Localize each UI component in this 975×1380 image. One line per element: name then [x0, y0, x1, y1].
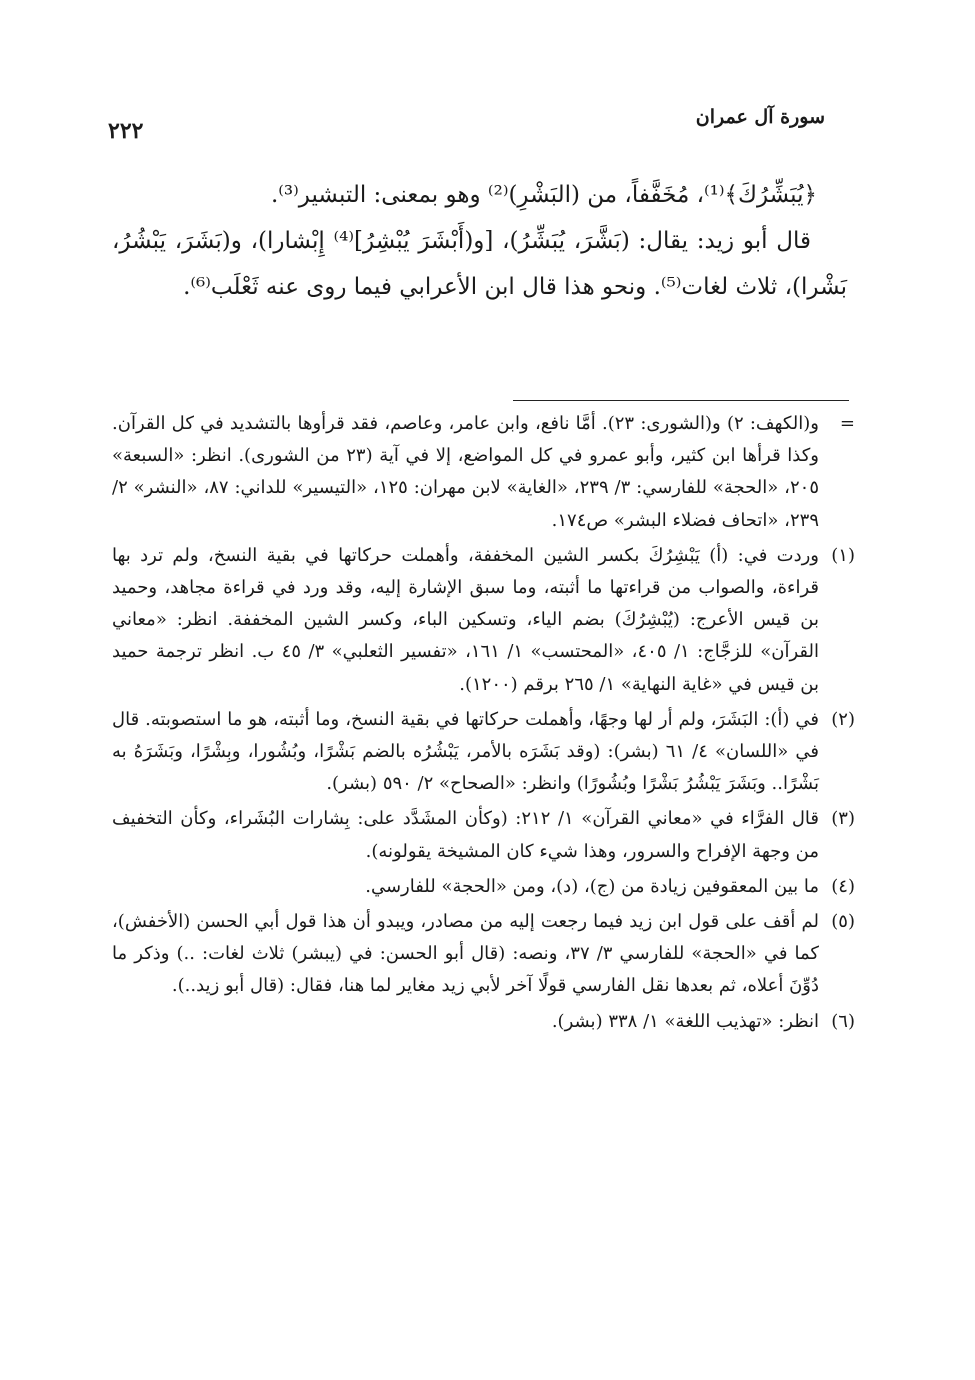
footnote-marker: (٥): [831, 911, 855, 933]
footnote-3: [112, 803, 855, 867]
footnote-marker: (٢): [831, 708, 855, 730]
footnote-text: و(الكهف: ٢) و(الشورى: ٢٣). أمَّا نافع، وابن عامر، وعاصم، فقد قرأوها بالتشديد في كل القرآن. وكذا قرأها ابن كثير، وأبو عمرو في كل المواضع، إلا في آية (٢٣ من الشورى). انظر: «السبعة» ٢٠٥، «الحجة» للفارسي: ٣/ ٢٣٩، «الغاية» لابن مهران: ١٢٥، «التيسير» للداني: ٨٧، «النشر» ٢/ ٢٣٩، «اتحاف فضلاء البشر» ص١٧٤.: [112, 413, 819, 531]
footnote-1: [112, 540, 855, 701]
footnote-text: وردت في: (أ) يَبْشِرُكَ بكسر الشين المخففة، وأهملت حركاتها في بقية النسخ، ولم ترد بها قراءة، والصواب من قراءتها ما أثبته، وما سبق الإشارة إليه، وقد ورد في قراءة مجاهد، وحميد بن قيس الأعرج: (يُبْشِرُكَ) بضم الياء، وتسكين الباء، وكسر الشين المخففة. انظر: «معاني القرآن» للزجَّاج: ١/ ٤٠٥، «المحتسب» ١/ ١٦١، «تفسير الثعلبي» ٣/ ٤٥ ب. انظر ترجمة حميد بن قيس في «غاية النهاية» ١/ ٢٦٥ برقم (١٢٠٠).: [112, 544, 820, 695]
running-title: سورة آل عمران: [695, 106, 825, 128]
footnote-text: انظر: «تهذيب اللغة» ١/ ٣٣٨ (بشر).: [551, 1010, 819, 1032]
main-paragraph: قال أبو زيد: يقال: (بَشَّرَ، يُبَشِّرُ)، [و(أَبْشَرَ يُبْشِرُ]⁽⁴⁾ إِبْشارا)، و(بَشَرَ، يَبْشُرُ، بَشْرا)، ثلاث لغات⁽⁵⁾. ونحو هذا قال ابن الأعرابي فيما روى عنه ثَعْلَب⁽⁶⁾.: [112, 228, 847, 300]
footnote-5: [112, 906, 855, 1003]
footnote-marker: =: [839, 413, 855, 434]
footnote-text: قال الفرَّاء في «معاني القرآن» ١/ ٢١٢: (وكأن المشَدَّد على: بِشارات البُشَراء، وكأن التخفيف من وجهة الإفراح والسرور، وهذا شيء كان المشيخة يقولونه).: [112, 808, 819, 862]
footnote-marker: (١): [831, 544, 855, 566]
main-paragraph: ﴿يُبَشِّرُكَ﴾⁽¹⁾، مُخَفَّفاً، من (البَشْرِ)⁽²⁾ وهو بمعنى: التبشير⁽³⁾.: [270, 182, 817, 208]
footnotes: [112, 408, 855, 1041]
footnote-separator: [513, 400, 849, 401]
footnote-text: في (أ): البَشَرَ، ولم أر لها وجهًا، وأهملت حركاتها في بقية النسخ، وما أثبته، هو ما استصوبته. قال في «اللسان» ٤/ ٦١ (بشر): (وقد بَشَرَه بالأمر، يَبْشُرُه بالضم بَشْرًا، وبُشُورا، وبِشْرًا، وبَشَرَهُ به بَشْرًا.. وبَشَرَ يَبْشُرُ بَشْرًا وبُشُورًا) وانظر: «الصحاح» ٢/ ٥٩٠ (بشر).: [112, 708, 819, 795]
footnote-continuation: [112, 408, 855, 537]
footnote-text: لم أقف على قول ابن زيد فيما رجعت إليه من مصادر، ويبدو أن هذا قول أبي الحسن (الأخفش)، كما في «الحجة» للفارسي ٣/ ٣٧، ونصه: (قال أبو الحسن: في (يبشر) ثلاث لغات: ..) وذكر ما دُوِّنَ أعلاه، ثم بعدها نقل الفارسي قولًا آخر لأبي زيد مغاير لما هنا، فقال: (قال أبو زيد..).: [112, 911, 819, 997]
footnote-marker: (٦): [831, 1010, 855, 1032]
main-text: [112, 172, 847, 310]
footnote-marker: (٣): [831, 808, 855, 830]
footnote-2: [112, 704, 855, 801]
footnote-marker: (٤): [831, 875, 855, 897]
footnote-6: [112, 1006, 855, 1038]
page-number: ٢٢٢: [108, 118, 144, 144]
footnote-4: [112, 871, 855, 903]
page-header: [108, 106, 825, 146]
footnote-text: ما بين المعقوفين زيادة من (ج)، (د)، ومن «الحجة» للفارسي.: [365, 875, 819, 897]
